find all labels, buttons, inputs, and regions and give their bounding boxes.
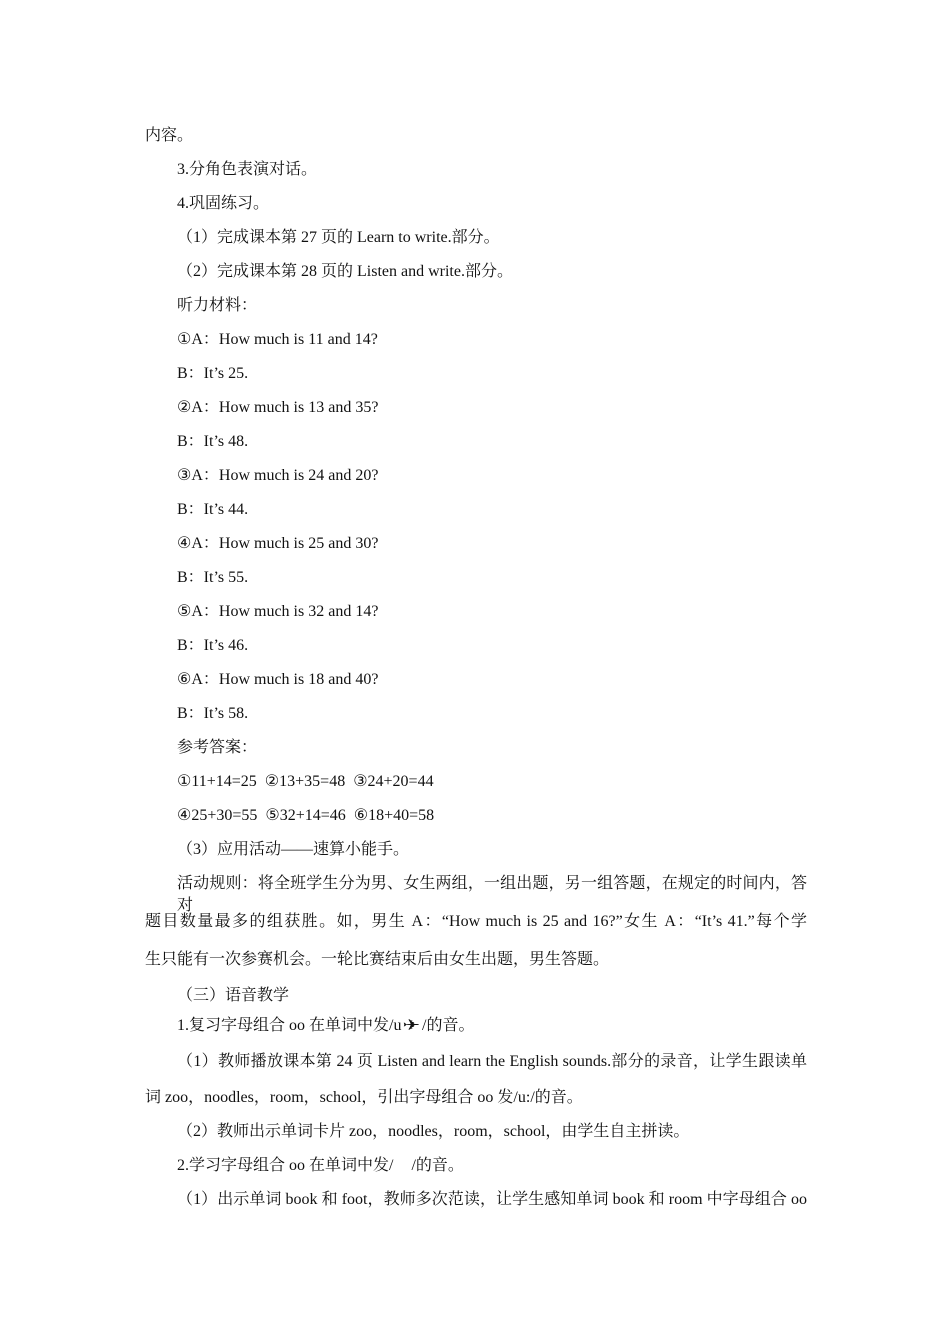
dialogue-question: ②A：How much is 13 and 35? <box>177 399 379 416</box>
dialogue-question: ④A：How much is 25 and 30? <box>177 535 379 552</box>
airplane-icon: ✈ <box>402 1018 421 1034</box>
dialogue-question: ①A：How much is 11 and 14? <box>177 331 378 348</box>
text-line: 3.分角色表演对话。 <box>177 161 318 178</box>
dialogue-answer: B：It’s 44. <box>177 501 249 518</box>
dialogue-question: ⑤A：How much is 32 and 14? <box>177 603 379 620</box>
paragraph-line: （1）教师播放课本第 24 页 Listen and learn the English sounds.部分的录音，让学生跟读单 <box>177 1053 807 1070</box>
section-heading: （三）语音教学 <box>177 987 290 1004</box>
text-line: 内容。 <box>145 127 194 144</box>
paragraph-line: 题目数量最多的组获胜。如，男生 A：“How much is 25 and 16?”女生 A：“It’s 41.”每个学 <box>145 913 807 930</box>
answer-line: ④25+30=55 ⑤32+14=46 ⑥18+40=58 <box>177 807 435 824</box>
paragraph-line: （1）出示单词 book 和 foot，教师多次范读，让学生感知单词 book 和 room 中字母组合 oo <box>177 1191 807 1208</box>
dialogue-answer: B：It’s 25. <box>177 365 249 382</box>
text-line: 4.巩固练习。 <box>177 195 270 212</box>
text-segment: 2.学习字母组合 oo 在单词中发/ <box>177 1157 394 1174</box>
text-line: （2）完成课本第 28 页的 Listen and write.部分。 <box>177 263 513 280</box>
text-line: （3）应用活动——速算小能手。 <box>177 841 410 858</box>
dialogue-answer: B：It’s 55. <box>177 569 249 586</box>
answer-heading: 参考答案： <box>177 739 258 756</box>
paragraph-line: 活动规则：将全班学生分为男、女生两组，一组出题，另一组答题，在规定的时间内，答对 <box>177 875 807 914</box>
text-line: （2）教师出示单词卡片 zoo，noodles，room，school，由学生自主拼读。 <box>177 1123 690 1140</box>
dialogue-answer: B：It’s 46. <box>177 637 249 654</box>
answer-line: ①11+14=25 ②13+35=48 ③24+20=44 <box>177 773 434 790</box>
dialogue-question: ⑥A：How much is 18 and 40? <box>177 671 379 688</box>
text-line <box>177 1015 807 1037</box>
text-line <box>177 1155 807 1177</box>
dialogue-answer: B：It’s 58. <box>177 705 249 722</box>
text-line: （1）完成课本第 27 页的 Learn to write.部分。 <box>177 229 500 246</box>
paragraph-line: 生只能有一次参赛机会。一轮比赛结束后由女生出题，男生答题。 <box>145 951 610 968</box>
dialogue-question: ③A：How much is 24 and 20? <box>177 467 379 484</box>
text-segment: 1.复习字母组合 oo 在单词中发/u <box>177 1017 402 1034</box>
text-line: 听力材料： <box>177 297 258 314</box>
dialogue-answer: B：It’s 48. <box>177 433 249 450</box>
text-segment: /的音。 <box>422 1017 475 1034</box>
paragraph-line: 词 zoo，noodles，room，school，引出字母组合 oo 发/u:/的音。 <box>145 1089 583 1106</box>
text-segment: /的音。 <box>411 1157 464 1174</box>
